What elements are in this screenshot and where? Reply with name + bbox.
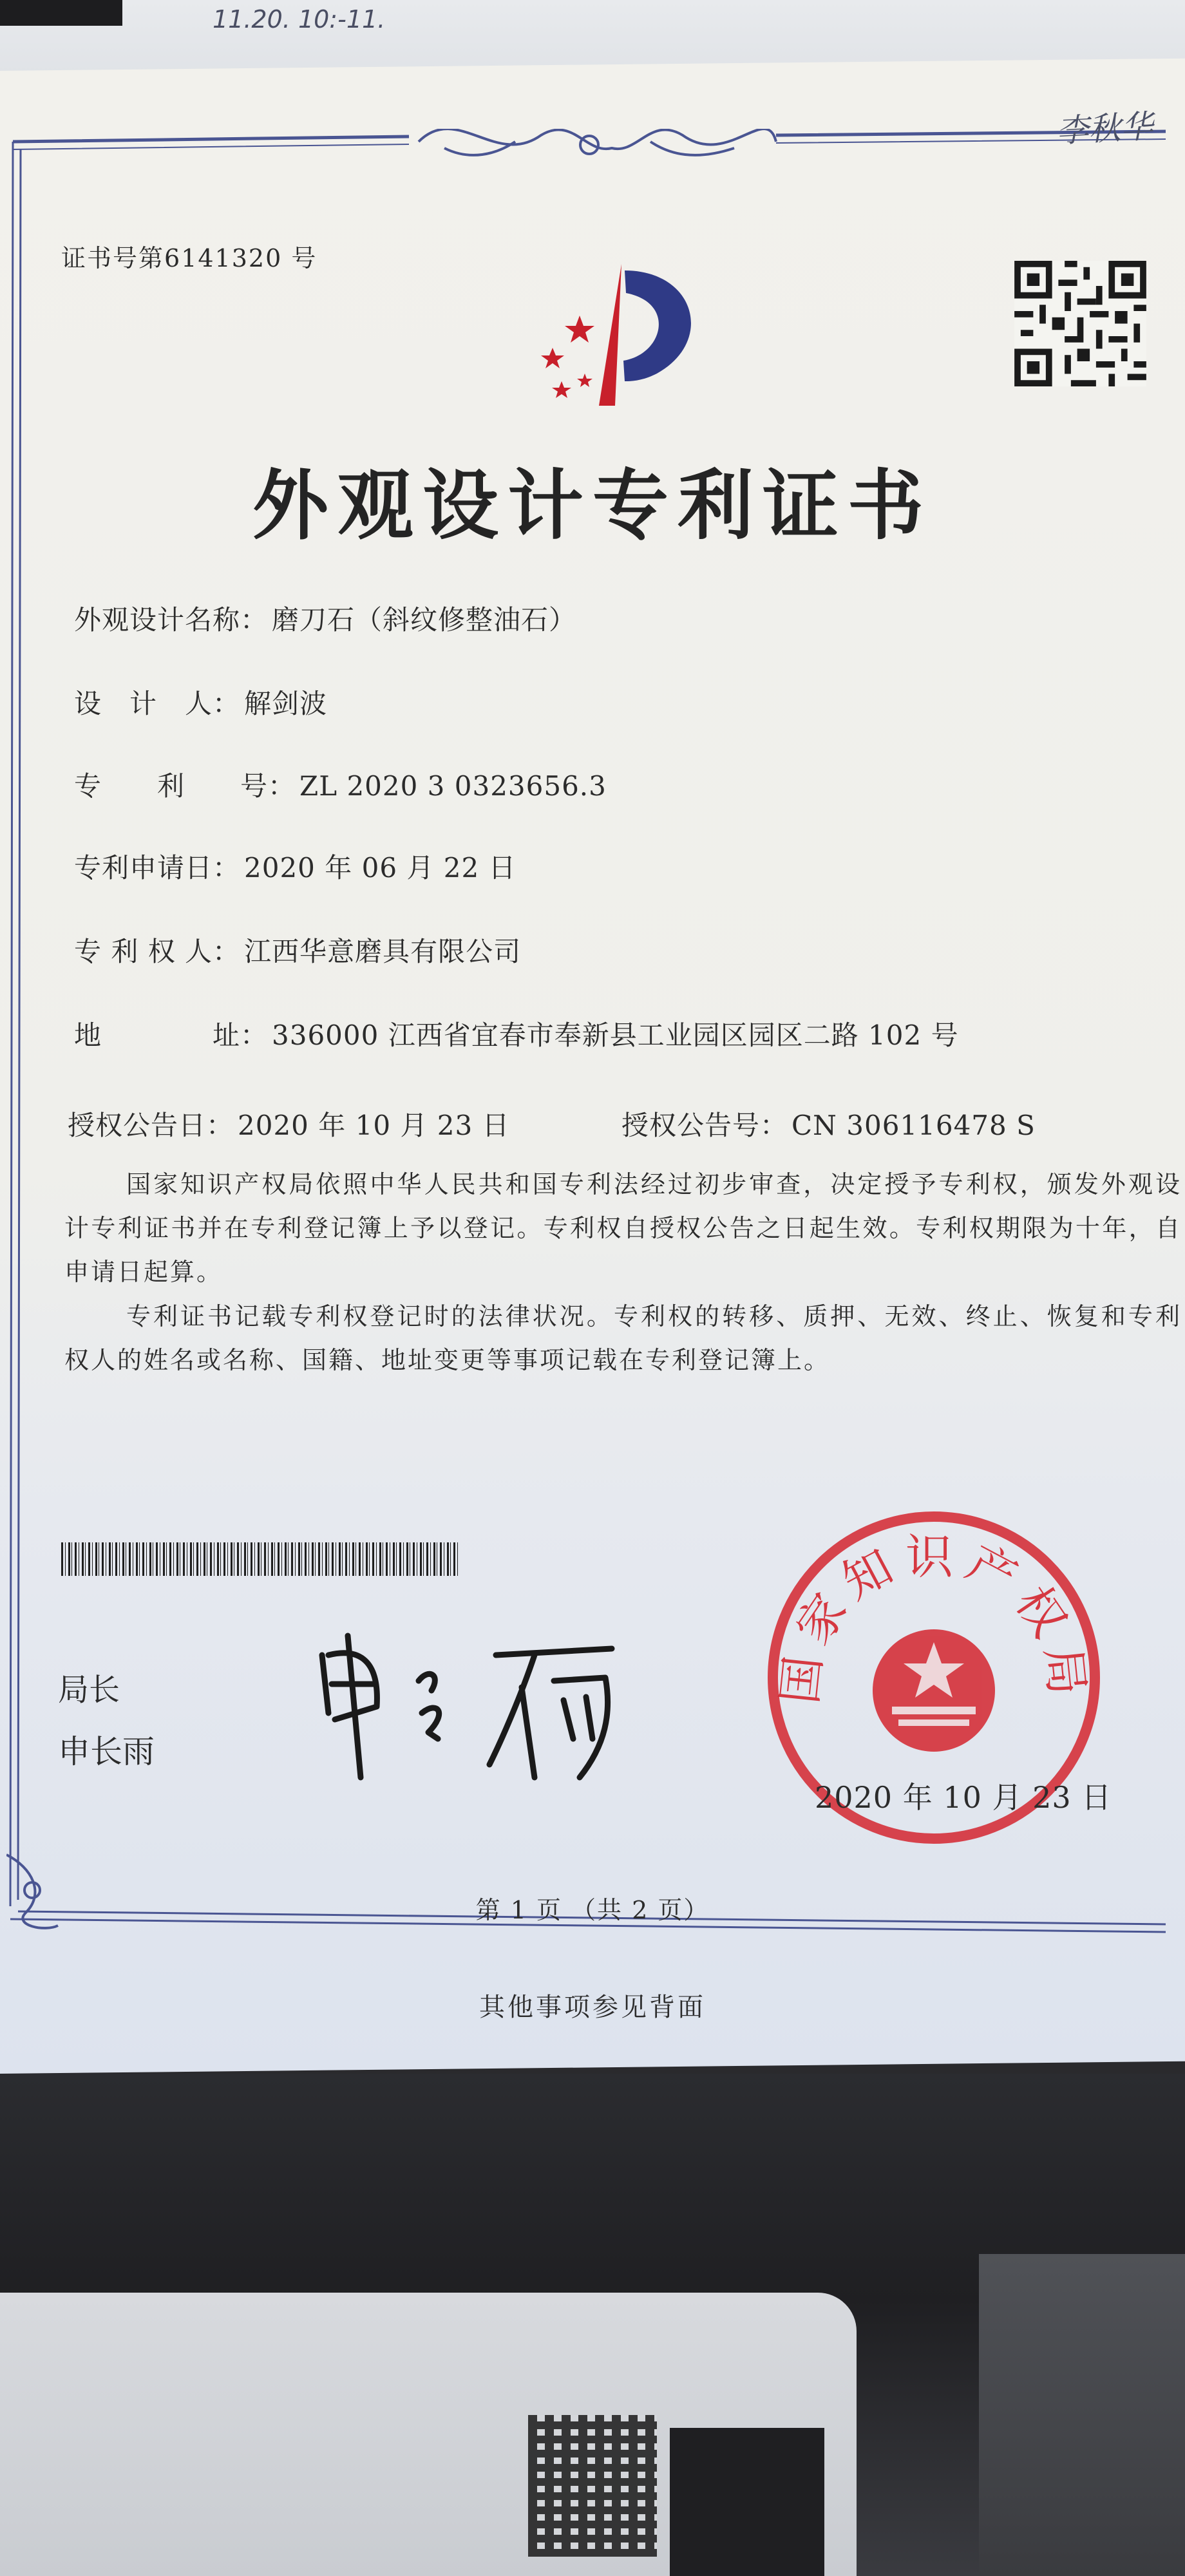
cert-number-suffix: 号	[291, 244, 318, 272]
field-label: 地 址：	[74, 1019, 269, 1051]
seal-date: 2020 年 10 月 23 日	[815, 1780, 1112, 1815]
field-design-name	[74, 599, 576, 638]
cnipa-logo-icon	[502, 258, 721, 412]
qr-code-icon	[1014, 261, 1146, 386]
director-name: 申长雨	[58, 1733, 155, 1770]
field-patentee	[74, 931, 521, 969]
corner-signature: 李秋华	[1055, 108, 1154, 150]
field-value: 解剑波	[244, 688, 328, 719]
field-label: 授权公告号：	[621, 1110, 788, 1141]
field-label: 设 计 人：	[74, 688, 241, 719]
director-signature-icon	[309, 1629, 644, 1790]
field-value: 336000 江西省宜春市奉新县工业园区园区二路 102 号	[272, 1019, 959, 1051]
field-value: 2020 年 10 月 23 日	[238, 1110, 510, 1141]
barcode	[61, 1542, 460, 1576]
field-label: 专 利 号：	[74, 770, 296, 802]
field-label: 专 利 权 人：	[74, 936, 241, 967]
envelope-qr-code	[528, 2415, 657, 2557]
field-value: ZL 2020 3 0323656.3	[299, 770, 607, 802]
field-value: 2020 年 06 月 22 日	[244, 852, 517, 884]
page-indicator: 第 1 页 （共 2 页）	[475, 1896, 710, 1924]
statement-paragraph: 国家知识产权局依照中华人民共和国专利法经过初步审查，决定授予专利权，颁发外观设计专利证书并在专利登记簿上予以登记。专利权自授权公告之日起生效。专利权期限为十年，自申请日起算。	[64, 1170, 1182, 1286]
svg-text:国家知识产权局: 国家知识产权局	[772, 1529, 1096, 1707]
certificate-title: 外观设计专利证书	[252, 460, 933, 550]
field-label: 授权公告日：	[68, 1110, 234, 1141]
cert-number-value: 6141320	[164, 244, 283, 272]
background-dark-corner	[0, 0, 122, 26]
legal-status-paragraph: 专利证书记载专利权登记时的法律状况。专利权的转移、质押、无效、终止、恢复和专利权人的姓名或名称、国籍、地址变更等事项记载在专利登记簿上。	[64, 1302, 1182, 1374]
field-value: 磨刀石（斜纹修整油石）	[272, 604, 577, 636]
field-designer	[74, 683, 327, 721]
field-value: CN 306116478 S	[792, 1110, 1036, 1141]
field-label: 专利申请日：	[74, 852, 241, 884]
field-patent-number	[74, 765, 607, 804]
handwritten-note: 11.20. 10:-11.	[213, 5, 386, 33]
field-filing-date	[74, 847, 517, 886]
director-title: 局长	[58, 1672, 120, 1708]
envelope-label	[670, 2428, 824, 2576]
field-value: 江西华意磨具有限公司	[244, 936, 522, 967]
field-grant-number	[621, 1104, 1036, 1143]
field-address	[74, 1014, 959, 1053]
back-note: 其他事项参见背面	[479, 1993, 706, 2022]
field-label: 外观设计名称：	[74, 604, 269, 636]
background-object	[979, 2254, 1185, 2576]
field-grant-date	[68, 1104, 510, 1143]
cert-number-label: 证书号第	[61, 244, 165, 272]
certificate-number	[61, 238, 317, 274]
